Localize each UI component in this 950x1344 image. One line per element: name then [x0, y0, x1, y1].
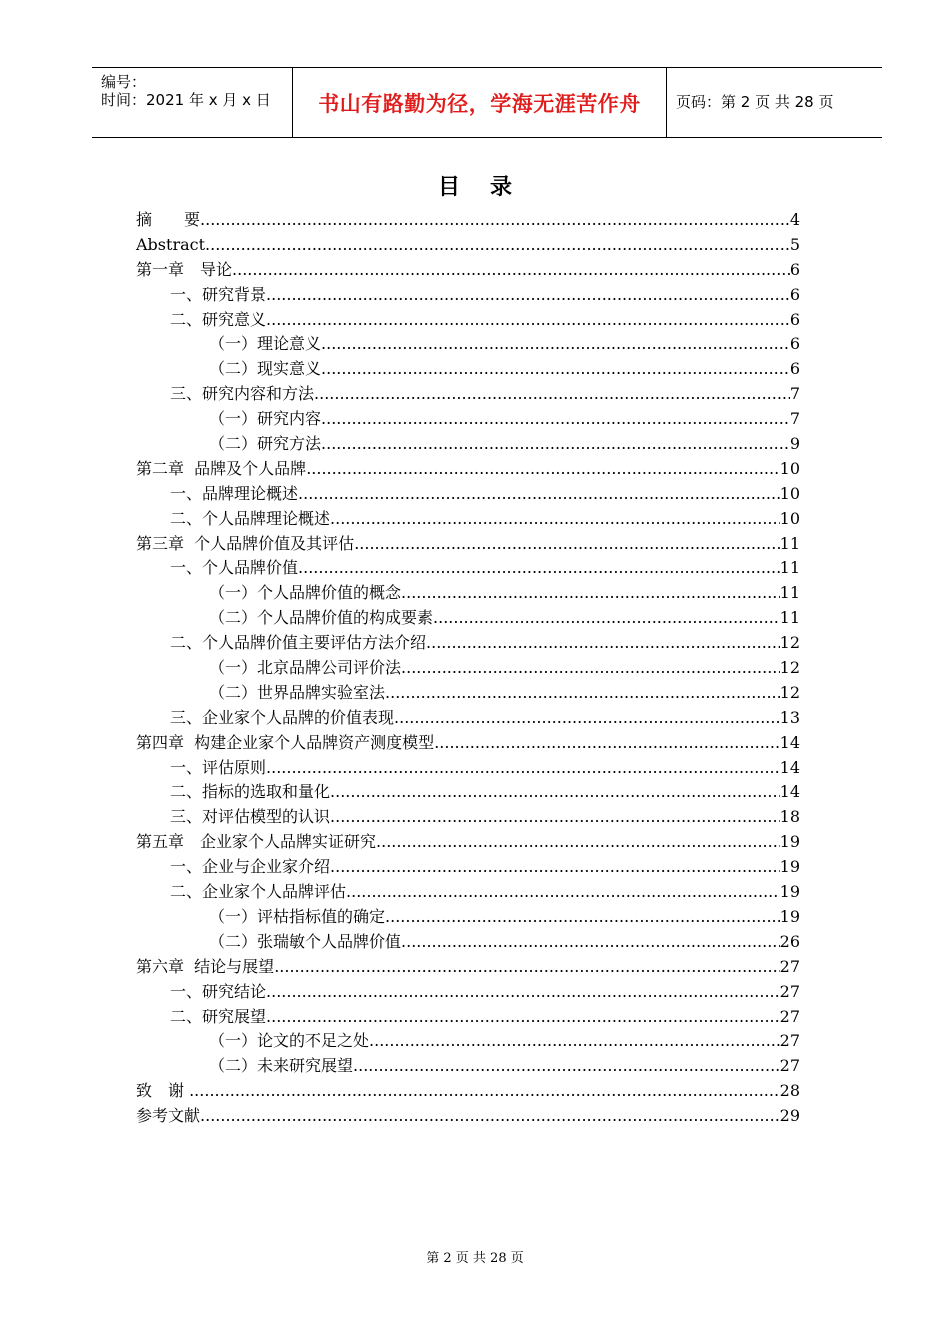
toc-entry-label: （一）理论意义	[209, 334, 322, 354]
toc-dot-leader	[266, 1005, 780, 1030]
toc-entry-label: 摘 要	[136, 210, 201, 229]
toc-entry-page-number: 10	[779, 458, 800, 478]
toc-dot-leader	[376, 830, 780, 855]
toc-dot-leader	[321, 407, 790, 432]
toc-entry-label: 一、研究背景	[170, 284, 267, 304]
toc-dot-leader	[369, 1029, 780, 1054]
toc-entry-page-number: 12	[779, 633, 800, 653]
toc-entry[interactable]	[136, 308, 800, 333]
page-label: 页码：第 2 页 共 28 页	[676, 93, 834, 111]
toc-entry[interactable]	[136, 407, 800, 432]
header-info-cell	[92, 68, 292, 137]
toc-entry-page-number: 11	[779, 583, 800, 603]
toc-entry-label: （二）未来研究展望	[209, 1056, 354, 1076]
toc-dot-leader	[298, 482, 780, 507]
toc-entry-label: 三、企业家个人品牌的价值表现	[170, 707, 395, 727]
toc-entry-page-number: 27	[779, 1031, 800, 1051]
toc-entry-page-number: 19	[779, 832, 800, 852]
page-title	[0, 170, 950, 201]
toc-entry[interactable]	[136, 233, 800, 258]
toc-entry-page-number: 27	[779, 981, 800, 1001]
toc-entry-page-number: 19	[779, 882, 800, 902]
toc-entry[interactable]	[136, 631, 800, 656]
toc-entry[interactable]	[136, 606, 800, 631]
toc-dot-leader	[274, 955, 779, 980]
toc-entry-page-number: 27	[779, 956, 800, 976]
toc-dot-leader	[266, 980, 780, 1005]
toc-entry-label: 第一章 导论	[136, 259, 233, 279]
toc-entry[interactable]	[136, 258, 800, 283]
toc-entry-page-number: 7	[789, 409, 800, 429]
toc-dot-leader	[266, 308, 790, 333]
toc-entry-label: Abstract	[136, 234, 206, 254]
toc-dot-leader	[266, 283, 790, 308]
toc-entry-page-number: 4	[789, 210, 800, 229]
toc-entry-label: （二）研究方法	[209, 434, 322, 454]
toc-entry-label: （二）世界品牌实验室法	[209, 682, 386, 702]
toc-entry-page-number: 5	[789, 234, 800, 254]
toc-dot-leader	[434, 731, 779, 756]
toc-entry-label: 一、企业与企业家介绍	[170, 857, 331, 877]
toc-entry[interactable]	[136, 1005, 800, 1030]
toc-entry-page-number: 6	[789, 309, 800, 329]
toc-entry[interactable]	[136, 1029, 800, 1054]
toc-entry[interactable]	[136, 731, 800, 756]
toc-entry[interactable]	[136, 556, 800, 581]
toc-entry-page-number: 14	[779, 732, 800, 752]
title-part2: 录	[490, 175, 513, 200]
toc-entry[interactable]	[136, 880, 800, 905]
toc-entry[interactable]	[136, 482, 800, 507]
toc-dot-leader	[385, 905, 780, 930]
toc-entry-label: 一、个人品牌价值	[170, 558, 299, 578]
toc-dot-leader	[189, 1079, 780, 1104]
toc-entry-label: 第四章 构建企业家个人品牌资产测度模型	[136, 732, 435, 752]
time-label: 时间：2021 年 x 月 x 日	[101, 91, 271, 109]
toc-entry-label: 二、指标的选取和量化	[170, 782, 331, 802]
toc-entry-label: 致 谢	[136, 1081, 190, 1101]
toc-entry[interactable]	[136, 780, 800, 805]
toc-entry-label: 参考文献	[136, 1106, 201, 1126]
toc-entry[interactable]	[136, 382, 800, 407]
toc-entry-page-number: 14	[779, 782, 800, 802]
page-footer: 第 2 页 共 28 页	[426, 1251, 524, 1266]
header-page-cell	[666, 68, 882, 137]
toc-entry-label: 第三章 个人品牌价值及其评估	[136, 533, 355, 553]
toc-entry-label: （二）现实意义	[209, 359, 322, 379]
toc-entry-page-number: 27	[779, 1006, 800, 1026]
toc-entry-page-number: 11	[779, 558, 800, 578]
toc-entry[interactable]	[136, 681, 800, 706]
toc-entry-label: 二、研究意义	[170, 309, 267, 329]
toc-entry-label: 第五章 企业家个人品牌实证研究	[136, 832, 377, 852]
toc-dot-leader	[401, 581, 780, 606]
header-table	[92, 67, 882, 138]
toc-entry-page-number: 6	[789, 334, 800, 354]
toc-entry[interactable]	[136, 1104, 800, 1129]
toc-entry-label: 第六章 结论与展望	[136, 956, 275, 976]
toc-entry[interactable]	[136, 283, 800, 308]
toc-entry-label: （一）北京品牌公司评价法	[209, 658, 402, 678]
toc-entry[interactable]	[136, 756, 800, 781]
toc-entry-page-number: 29	[779, 1106, 800, 1126]
toc-entry[interactable]	[136, 332, 800, 357]
toc-entry-label: 三、研究内容和方法	[170, 384, 315, 404]
toc-dot-leader	[200, 208, 790, 233]
toc-entry-label: 二、研究展望	[170, 1006, 267, 1026]
toc-dot-leader	[330, 805, 780, 830]
toc-dot-leader	[330, 780, 780, 805]
toc-entry-page-number: 11	[779, 608, 800, 628]
toc-entry[interactable]	[136, 1079, 800, 1104]
toc-entry[interactable]	[136, 980, 800, 1005]
toc-entry-label: （一）研究内容	[209, 409, 322, 429]
toc-entry-label: 一、研究结论	[170, 981, 267, 1001]
toc-dot-leader	[401, 656, 780, 681]
title-part1: 目	[437, 175, 460, 200]
toc-dot-leader	[306, 457, 779, 482]
toc-entry-label: （一）个人品牌价值的概念	[209, 583, 402, 603]
toc-entry-page-number: 6	[789, 284, 800, 304]
toc-dot-leader	[426, 631, 780, 656]
toc-entry-page-number: 10	[779, 483, 800, 503]
toc-entry[interactable]	[136, 855, 800, 880]
toc-entry-page-number: 14	[779, 757, 800, 777]
toc-dot-leader	[321, 432, 790, 457]
toc-entry[interactable]	[136, 457, 800, 482]
toc-entry-page-number: 19	[779, 857, 800, 877]
toc-entry-label: 二、个人品牌价值主要评估方法介绍	[170, 633, 427, 653]
toc-entry-page-number: 27	[779, 1056, 800, 1076]
toc-entry-label: 二、个人品牌理论概述	[170, 508, 331, 528]
toc-dot-leader	[321, 332, 790, 357]
table-of-contents	[136, 208, 800, 1129]
toc-entry[interactable]	[136, 656, 800, 681]
toc-dot-leader	[401, 930, 780, 955]
toc-dot-leader	[394, 706, 780, 731]
toc-entry-label: 一、品牌理论概述	[170, 483, 299, 503]
toc-dot-leader	[205, 233, 790, 258]
toc-entry-page-number: 10	[779, 508, 800, 528]
toc-entry-page-number: 7	[789, 384, 800, 404]
toc-dot-leader	[321, 357, 790, 382]
toc-dot-leader	[200, 1104, 780, 1129]
toc-entry-page-number: 18	[779, 807, 800, 827]
toc-dot-leader	[232, 258, 790, 283]
toc-entry-page-number: 19	[779, 906, 800, 926]
toc-entry-label: （二）张瑞敏个人品牌价值	[209, 931, 402, 951]
toc-entry[interactable]	[136, 357, 800, 382]
toc-entry-page-number: 6	[789, 259, 800, 279]
toc-entry-page-number: 28	[779, 1081, 800, 1101]
toc-entry[interactable]	[136, 955, 800, 980]
toc-entry-page-number: 26	[779, 931, 800, 951]
toc-entry-label: （一）论文的不足之处	[209, 1031, 370, 1051]
toc-entry[interactable]	[136, 930, 800, 955]
toc-entry-page-number: 6	[789, 359, 800, 379]
toc-dot-leader	[354, 532, 779, 557]
motto-text: 书山有路勤为径，学海无涯苦作舟	[318, 92, 641, 116]
toc-dot-leader	[353, 1054, 780, 1079]
toc-dot-leader	[266, 756, 780, 781]
toc-dot-leader	[433, 606, 780, 631]
toc-entry-page-number: 9	[789, 434, 800, 454]
toc-dot-leader	[330, 855, 780, 880]
toc-entry-label: 一、评估原则	[170, 757, 267, 777]
toc-entry-label: （一）评枯指标值的确定	[209, 906, 386, 926]
toc-entry[interactable]	[136, 581, 800, 606]
toc-entry-page-number: 12	[779, 658, 800, 678]
toc-entry-label: 三、对评估模型的认识	[170, 807, 331, 827]
toc-entry-page-number: 11	[779, 533, 800, 553]
toc-entry[interactable]	[136, 507, 800, 532]
header-motto-cell	[292, 68, 667, 137]
toc-dot-leader	[298, 556, 780, 581]
toc-entry[interactable]	[136, 432, 800, 457]
toc-dot-leader	[385, 681, 780, 706]
toc-dot-leader	[346, 880, 780, 905]
toc-entry[interactable]	[136, 706, 800, 731]
toc-entry-page-number: 13	[779, 707, 800, 727]
toc-entry-label: 第二章 品牌及个人品牌	[136, 458, 307, 478]
toc-dot-leader	[314, 382, 790, 407]
number-label: 编号：	[101, 73, 147, 91]
toc-entry[interactable]	[136, 805, 800, 830]
toc-entry[interactable]	[136, 830, 800, 855]
toc-entry[interactable]	[136, 905, 800, 930]
toc-entry[interactable]	[136, 1054, 800, 1079]
toc-entry[interactable]	[136, 532, 800, 557]
toc-entry-label: （二）个人品牌价值的构成要素	[209, 608, 434, 628]
toc-entry-page-number: 12	[779, 682, 800, 702]
toc-entry[interactable]	[136, 208, 800, 233]
toc-dot-leader	[330, 507, 780, 532]
toc-entry-label: 二、企业家个人品牌评估	[170, 882, 347, 902]
